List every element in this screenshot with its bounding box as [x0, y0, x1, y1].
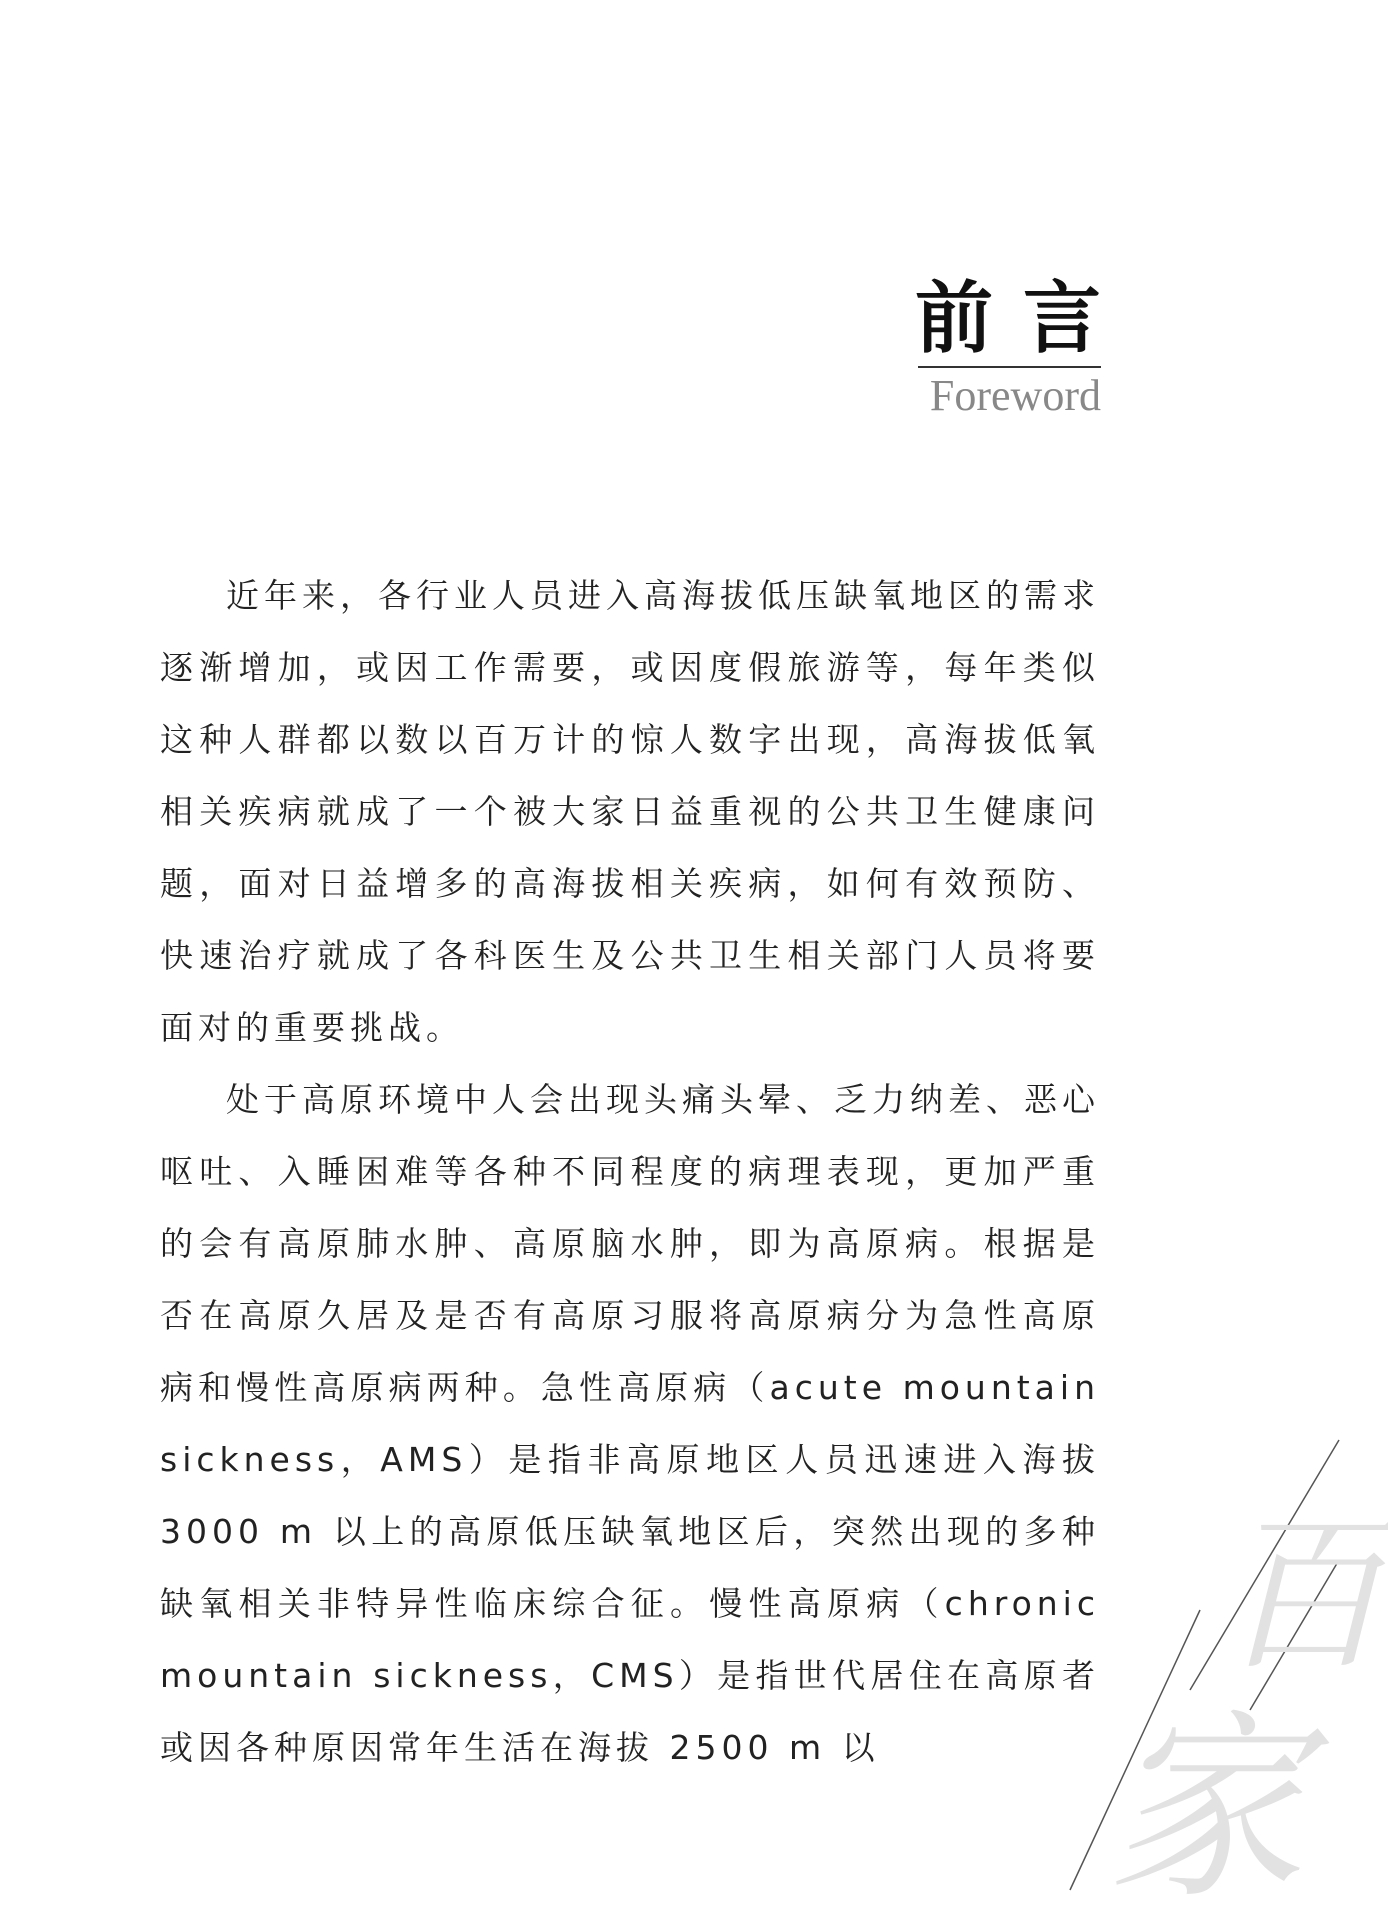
paragraph-1: 近年来，各行业人员进入高海拔低压缺氧地区的需求逐渐增加，或因工作需要，或因度假旅游等，每年类似这种人群都以数以百万计的惊人数字出现，高海拔低氧相关疾病就成了一个被大家日益重视的公共卫生健康问题，面对日益增多的高海拔相关疾病，如何有效预防、快速治疗就成了各科医生及公共卫生相关部门人员将要面对的重要挑战。 [160, 576, 1100, 1047]
paragraph-2: 处于高原环境中人会出现头痛头晕、乏力纳差、恶心呕吐、入睡困难等各种不同程度的病理表现，更加严重的会有高原肺水肿、高原脑水肿，即为高原病。根据是否在高原久居及是否有高原习服将高原病分为急性高原病和慢性高原病两种。急性高原病（acute mountain sickness，AMS）是指非高原地区人员迅速进入海拔 3000 m 以上的高原低压缺氧地区后，突然出现的多种缺氧相关非特异性临床综合征。慢性高原病（chronic mountain sickness，CMS）是指世代居住在高原者或因各种原因常年生活在海拔 2500 m 以 [160, 1080, 1100, 1767]
heading-english: Foreword [929, 371, 1101, 420]
watermark-char-2: 家 [1105, 1693, 1306, 1926]
watermark-char-1: 百 [1218, 1496, 1388, 1694]
heading-chinese: 前言 [914, 273, 1131, 364]
